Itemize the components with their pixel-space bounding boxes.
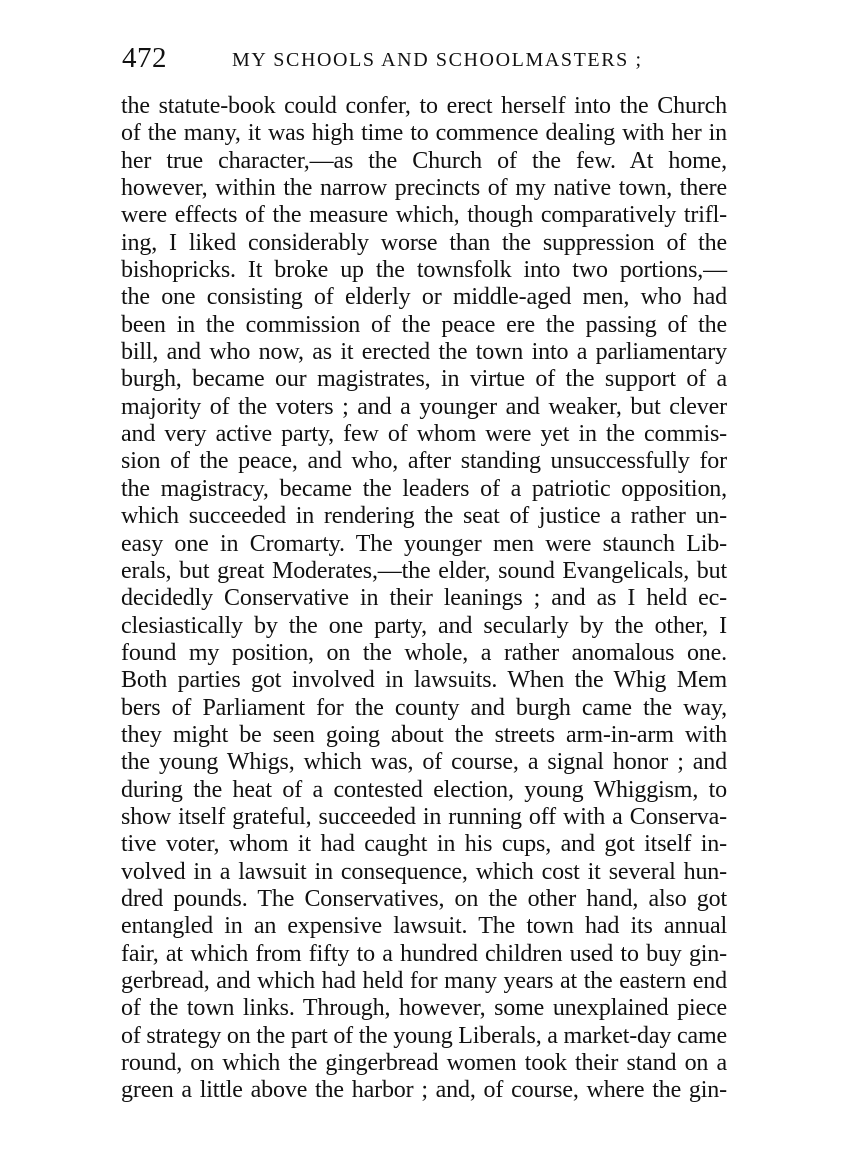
text-line: show itself grateful, succeeded in running off with a Conserva- (121, 803, 727, 830)
text-line: they might be seen going about the streets arm-in-arm with (121, 721, 727, 748)
text-line: the young Whigs, which was, of course, a signal honor ; and (121, 749, 727, 776)
text-line: been in the commission of the peace ere the passing of the (121, 311, 727, 338)
text-line: were effects of the measure which, though comparatively trifl- (121, 202, 727, 229)
text-line: which succeeded in rendering the seat of justice a rather un- (121, 503, 727, 530)
text-line: ing, I liked considerably worse than the suppression of the (121, 229, 727, 256)
text-line: erals, but great Moderates,—the elder, sound Evangelicals, but (121, 557, 727, 584)
text-line: green a little above the harbor ; and, of course, where the gin- (121, 1077, 727, 1104)
text-line: burgh, became our magistrates, in virtue of the support of a (121, 366, 727, 393)
text-line: clesiastically by the one party, and secularly by the other, I (121, 612, 727, 639)
text-line: however, within the narrow precincts of my native town, there (121, 175, 727, 202)
text-line: the statute-book could confer, to erect herself into the Church (121, 93, 727, 119)
text-line: sion of the peace, and who, after standing unsuccessfully for (121, 448, 727, 475)
text-line: Both parties got involved in lawsuits. When the Whig Mem (121, 667, 727, 694)
text-line: of the town links. Through, however, some unexplained piece (121, 995, 727, 1022)
text-line: bill, and who now, as it erected the town into a parliamentary (121, 339, 727, 366)
text-line: easy one in Cromarty. The younger men were staunch Lib- (121, 530, 727, 557)
text-line: and very active party, few of whom were yet in the commis- (121, 421, 727, 448)
text-line: dred pounds. The Conservatives, on the other hand, also got (121, 885, 727, 912)
text-line: entangled in an expensive lawsuit. The town had its annual (121, 913, 727, 940)
page-header (122, 38, 727, 78)
text-line: her true character,—as the Church of the few. At home, (121, 147, 727, 174)
text-line: round, on which the gingerbread women took their stand on a (121, 1050, 727, 1077)
body-text (121, 93, 727, 1105)
text-line: majority of the voters ; and a younger and weaker, but clever (121, 393, 727, 420)
page-number: 472 (122, 42, 167, 74)
text-line: of strategy on the part of the young Liberals, a market-day came (121, 1022, 727, 1049)
text-line: bishopricks. It broke up the townsfolk into two portions,— (121, 257, 727, 284)
text-line: during the heat of a contested election, young Whiggism, to (121, 776, 727, 803)
text-line: decidedly Conservative in their leanings ; and as I held ec- (121, 585, 727, 612)
text-line: found my position, on the whole, a rather anomalous one. (121, 639, 727, 666)
running-head: MY SCHOOLS AND SCHOOLMASTERS ; (232, 49, 643, 71)
text-line: gerbread, and which had held for many years at the eastern end (121, 968, 727, 994)
text-line: the one consisting of elderly or middle-aged men, who had (121, 284, 727, 311)
text-line: volved in a lawsuit in consequence, which cost it several hun- (121, 858, 727, 885)
text-line: tive voter, whom it had caught in his cups, and got itself in- (121, 831, 727, 858)
text-line: of the many, it was high time to commence dealing with her in (121, 120, 727, 147)
text-line: the magistracy, became the leaders of a patriotic opposition, (121, 475, 727, 502)
text-line: bers of Parliament for the county and burgh came the way, (121, 694, 727, 721)
text-line: fair, at which from fifty to a hundred children used to buy gin- (121, 940, 727, 967)
